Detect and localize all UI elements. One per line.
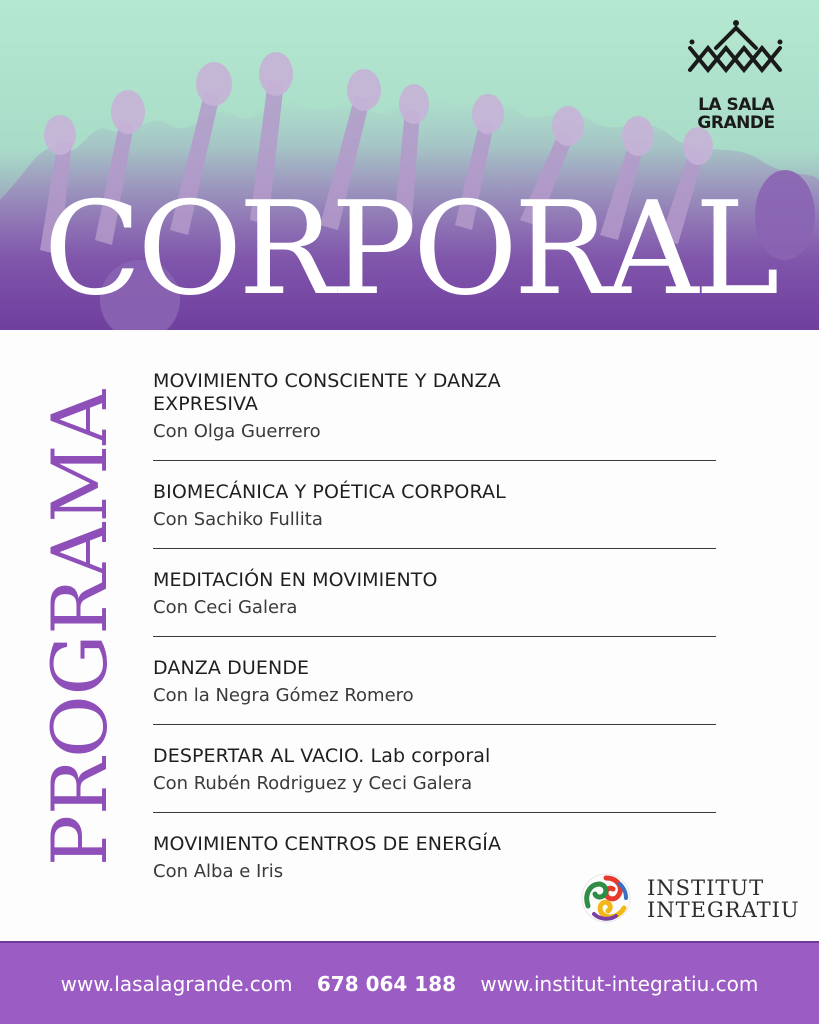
program-vertical-title: PROGRAMA — [35, 389, 124, 867]
mountain-lattice-icon — [686, 18, 786, 88]
program-item-instructor: Con Rubén Rodriguez y Ceci Galera — [153, 773, 473, 794]
program-item-title: BIOMECÁNICA Y POÉTICA CORPORAL — [153, 481, 506, 503]
contact-row — [0, 972, 819, 996]
institut-integratiu-name — [647, 877, 807, 921]
brand-name-line1: LA SALA — [698, 95, 774, 115]
program-item-title: MEDITACIÓN EN MOVIMIENTO — [153, 569, 438, 591]
contact-footer — [0, 941, 819, 1024]
program-item — [153, 637, 716, 725]
program-item-title: DESPERTAR AL VACIO. Lab corporal — [153, 745, 491, 767]
brand-name — [686, 96, 786, 132]
institut-line2: INTEGRATIU — [647, 898, 800, 922]
program-item — [153, 370, 716, 461]
program-item — [153, 461, 716, 549]
program-item-title: MOVIMIENTO CONSCIENTE Y DANZA EXPRESIVA — [153, 370, 501, 415]
program-list — [153, 370, 716, 884]
website-link-institut[interactable]: www.institut-integratiu.com — [480, 972, 759, 996]
program-item-instructor: Con Sachiko Fullita — [153, 509, 323, 530]
program-item — [153, 549, 716, 637]
program-item-instructor: Con Ceci Galera — [153, 597, 298, 618]
program-item-instructor: Con la Negra Gómez Romero — [153, 685, 414, 706]
program-item — [153, 725, 716, 813]
hero-banner — [0, 0, 819, 330]
program-item-instructor: Con Alba e Iris — [153, 861, 284, 882]
brand-name-line2: GRANDE — [697, 113, 775, 133]
triskele-swirl-icon — [580, 872, 632, 924]
program-item-title: DANZA DUENDE — [153, 657, 310, 679]
website-link-lasalagrande[interactable]: www.lasalagrande.com — [60, 972, 293, 996]
institut-line1: INSTITUT — [647, 876, 765, 900]
phone-number[interactable]: 678 064 188 — [316, 972, 457, 996]
program-item-title: MOVIMIENTO CENTROS DE ENERGÍA — [153, 833, 502, 855]
hero-title: CORPORAL — [43, 175, 776, 324]
program-item-instructor: Con Olga Guerrero — [153, 421, 321, 442]
la-sala-grande-logo — [686, 18, 786, 133]
